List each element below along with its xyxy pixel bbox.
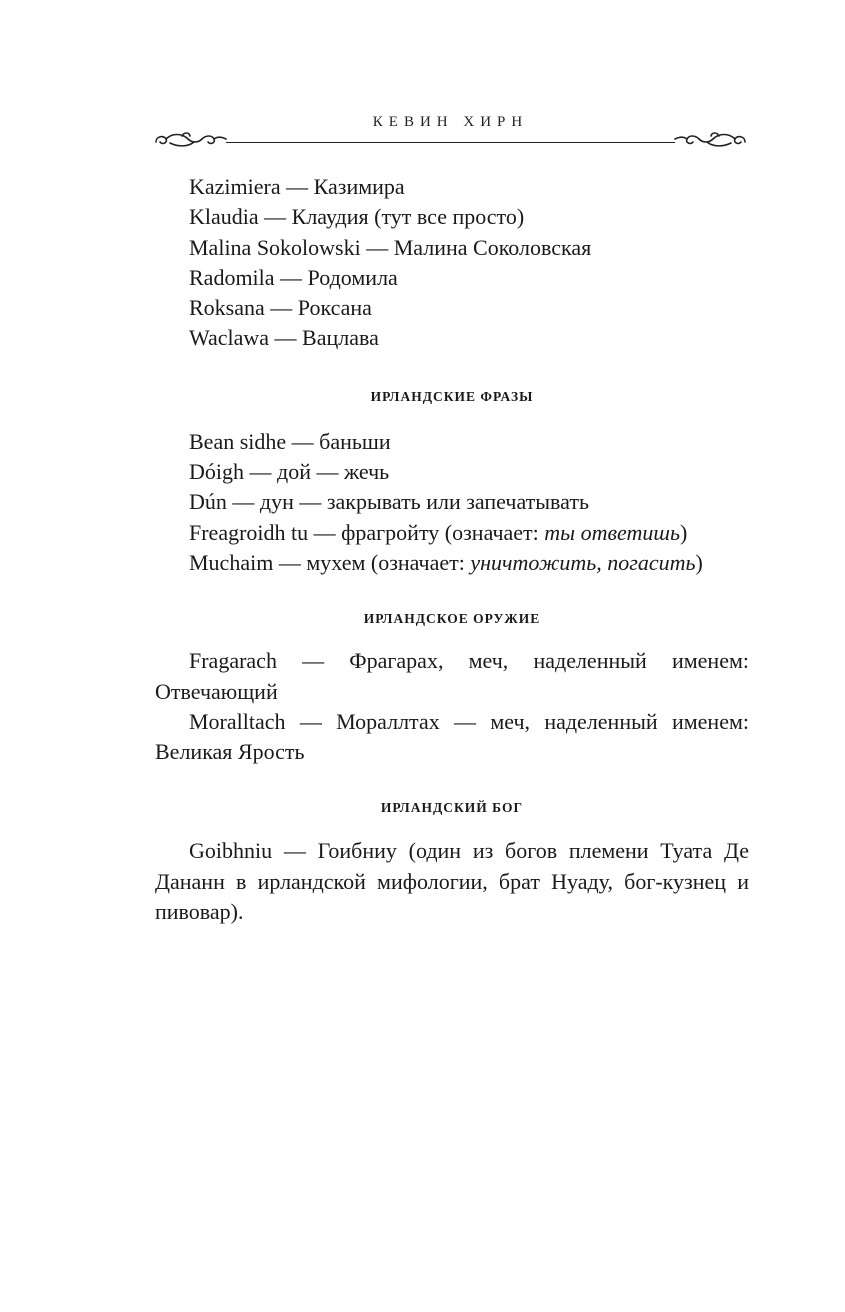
- section-heading-god: ИРЛАНДСКИЙ БОГ: [380, 800, 524, 816]
- list-item: Dóigh — дой — жечь: [189, 459, 390, 485]
- section-heading-phrases: ИРЛАНДСКИЕ ФРАЗЫ: [370, 388, 534, 404]
- list-item: Kazimiera — Казимира: [189, 174, 405, 199]
- running-title: КЕВИН ХИРН: [372, 114, 529, 130]
- weapons-list: [155, 646, 749, 767]
- list-item: Fragarach — Фрагарах, меч, наделенный именем: Отвечающий: [155, 648, 749, 704]
- list-item: Roksana — Роксана: [189, 295, 372, 321]
- page-body: [155, 172, 749, 927]
- flourish-right-icon: [673, 127, 749, 151]
- section-heading-weapons: ИРЛАНДСКОЕ ОРУЖИЕ: [363, 611, 541, 627]
- running-head: [152, 112, 749, 152]
- list-item: Malina Sokolowski — Малина Соколовская: [189, 234, 592, 260]
- list-item: Freagroidh tu — фрагройту (означает: ты ответишь): [189, 519, 688, 545]
- list-item: Muchaim — мухем (означает: уничтожить, погасить): [189, 549, 703, 575]
- list-item: Moralltach — Мораллтах — меч, наделенный именем: Великая Ярость: [155, 708, 749, 765]
- list-item: Dún — дун — закрывать или запечатывать: [189, 489, 589, 515]
- phrases-list: [155, 427, 749, 578]
- list-item: Waclawa — Вацлава: [189, 325, 379, 351]
- list-item: Klaudia — Клаудия (тут все просто): [189, 204, 525, 230]
- header-rule: [226, 142, 675, 143]
- god-paragraph: Goibhniu — Гоибниу (один из богов племени Туата Де Дананн в ирландской мифологии, брат Нуаду, бог-кузнец и пивовар).: [155, 838, 749, 925]
- list-item: Bean sidhe — баньши: [189, 428, 391, 454]
- list-item: Radomila — Родомила: [189, 264, 398, 290]
- names-list: [155, 172, 749, 354]
